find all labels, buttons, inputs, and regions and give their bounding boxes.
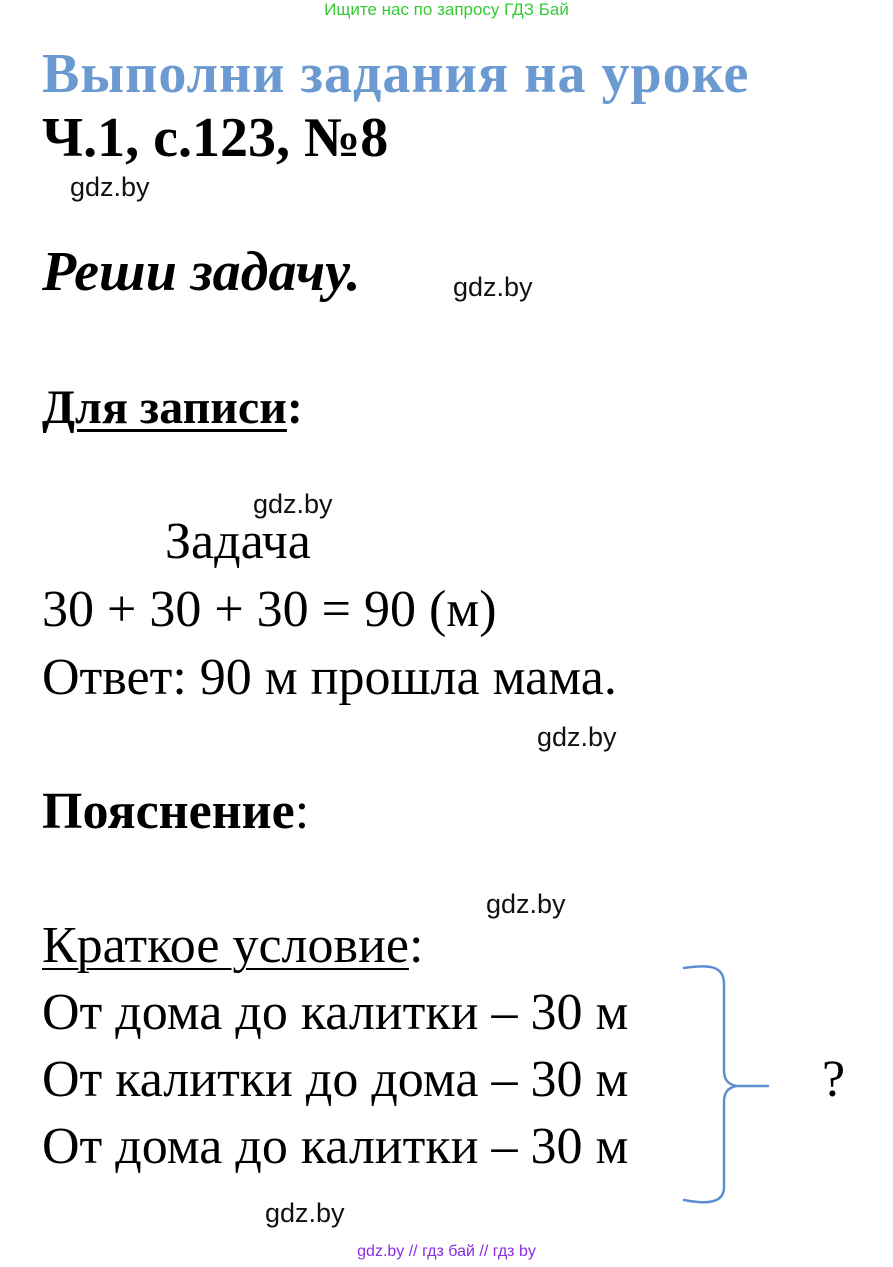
top-banner: Ищите нас по запросу ГДЗ Бай: [324, 0, 569, 19]
explanation-heading-colon: :: [294, 783, 310, 840]
short-condition-heading: [42, 916, 423, 975]
page-title: Выполни задания на уроке: [42, 43, 750, 105]
record-heading-label: Для записи: [42, 381, 287, 434]
solution-equation: 30 + 30 + 30 = 90 (м): [42, 581, 497, 638]
watermark: gdz.by: [453, 272, 533, 302]
right-brace-icon: [680, 962, 790, 1207]
explanation-heading-label: Пояснение: [42, 783, 295, 840]
short-condition-label: Краткое условие: [42, 917, 409, 974]
task-label: Задача: [165, 513, 311, 570]
watermark: gdz.by: [70, 172, 150, 202]
short-condition-colon: :: [408, 917, 424, 974]
solution-answer: Ответ: 90 м прошла мама.: [42, 649, 617, 706]
watermark: gdz.by: [537, 722, 617, 752]
watermark: gdz.by: [486, 889, 566, 919]
question-mark: ?: [822, 1051, 846, 1108]
record-heading-colon: :: [286, 381, 303, 434]
record-heading: [42, 380, 303, 435]
task-reference: Ч.1, с.123, №8: [42, 107, 389, 169]
watermark: gdz.by: [253, 489, 333, 519]
task-heading: Реши задачу.: [42, 241, 361, 303]
bottom-banner: gdz.by // гдз бай // гдз by: [357, 1243, 536, 1260]
explanation-heading: [42, 782, 309, 841]
watermark: gdz.by: [265, 1198, 345, 1228]
condition-line-1: От дома до калитки – 30 м: [42, 984, 629, 1041]
condition-line-2: От калитки до дома – 30 м: [42, 1051, 629, 1108]
condition-line-3: От дома до калитки – 30 м: [42, 1118, 629, 1175]
